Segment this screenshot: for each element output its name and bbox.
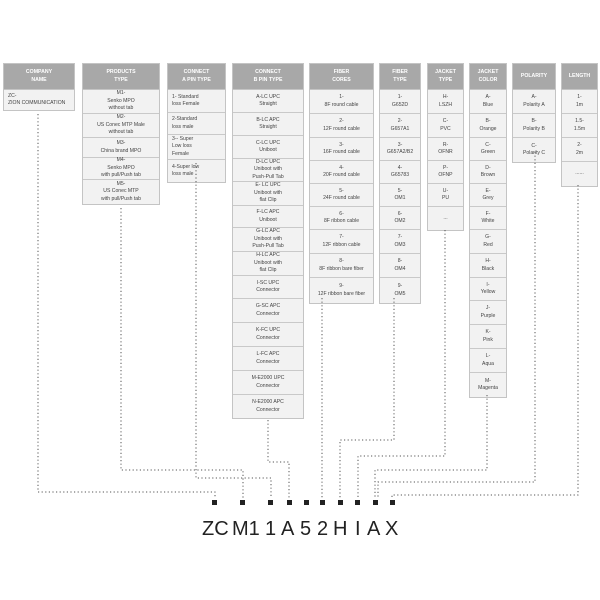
list-item: 1- G652D (380, 90, 420, 114)
code-part-connect-a: 1 (265, 518, 277, 540)
list-item: P- OFNP (428, 161, 463, 184)
marker-square (320, 500, 325, 505)
list-item: 6- OM2 (380, 207, 420, 230)
list-item: D- Brown (470, 161, 506, 184)
connector-connect-b (268, 420, 289, 498)
list-item: M- Magenta (478, 377, 498, 391)
code-part-jacket-color: I (355, 518, 361, 540)
list-item: E- Grey (470, 184, 506, 207)
list-item: A- Polarity A (513, 90, 555, 114)
list-item: M5- US Conec MTP with pull/Push tab (101, 180, 141, 202)
list-item: E- LC UPC Uniboot with flat Clip (233, 182, 303, 206)
list-item: 1.5- 1.5m (562, 114, 597, 138)
list-item: C- Polarity C (522, 142, 546, 156)
connector-jacket-type (358, 230, 445, 498)
list-item: 2-Standard loss male (168, 113, 225, 135)
marker-square (338, 500, 343, 505)
column-header: FIBER TYPE (380, 64, 420, 90)
list-item: N-E2000 APC Connector (252, 399, 284, 413)
list-item: I- Yellow (470, 278, 506, 301)
list-item: F- White (470, 207, 506, 230)
list-item: 1- Standard loss Female (168, 90, 225, 113)
list-item: 8- OM4 (380, 254, 420, 278)
connector-jacket-color (375, 395, 487, 498)
list-item: ZC- ZION COMMUNICATION (8, 92, 66, 106)
connector-company (38, 114, 215, 498)
list-item: 7- 12F ribbon cable (310, 230, 373, 254)
marker-square (212, 500, 217, 505)
list-item: ... (443, 214, 448, 221)
column-header: LENGTH (562, 64, 597, 90)
column-header: FIBER CORES (310, 64, 373, 90)
connector-polarity (378, 152, 535, 498)
list-item: B-LC APC Straight (233, 113, 303, 136)
marker-square (373, 500, 378, 505)
list-item: L- Aqua (470, 349, 506, 373)
list-item: ...... (575, 170, 584, 177)
list-item: B- Polarity B (513, 114, 555, 138)
code-part-length: X (385, 518, 399, 540)
marker-square (240, 500, 245, 505)
list-item: 6- 8F ribbon cable (310, 207, 373, 230)
connector-products (121, 208, 243, 498)
list-item: M1- Senko MPO without tab (83, 90, 159, 114)
connector-connect-a (196, 163, 271, 498)
list-item: H- Black (470, 254, 506, 278)
code-part-products: M1 (232, 518, 260, 540)
column-header: POLARITY (513, 64, 555, 90)
list-item: G-SC APC Connector (233, 299, 303, 323)
list-item: 7- OM3 (380, 230, 420, 254)
list-item: K- Pink (470, 325, 506, 349)
list-item: M2- US Conec MTP Male without tab (83, 114, 159, 138)
marker-square (304, 500, 309, 505)
list-item: 9- 12F ribbon bare fiber (317, 283, 366, 297)
list-item: H- LSZH (428, 90, 463, 114)
list-item: 2- 2m (562, 138, 597, 162)
list-item: L-FC APC Connector (233, 347, 303, 371)
list-item: 5- 24F round cable (310, 184, 373, 207)
list-item: 4- G65783 (380, 161, 420, 184)
list-item: 3-- Super Low loss Female (168, 135, 225, 160)
code-part-connect-b: A (281, 518, 295, 540)
list-item: 2- G657A1 (380, 114, 420, 138)
list-item: M4- Senko MPO with pull/Push tab (83, 158, 159, 180)
column-header: JACKET TYPE (428, 64, 463, 90)
list-item: 3- 16F round cable (310, 138, 373, 161)
list-item: 1- 1m (562, 90, 597, 114)
list-item: 1- 8F round cable (310, 90, 373, 114)
list-item: 2- 12F round cable (310, 114, 373, 138)
column-header: PRODUCTS TYPE (83, 64, 159, 90)
list-item: 8- 8F ribbon bare fiber (310, 254, 373, 278)
list-item: M-E2000 UPC Connector (233, 371, 303, 395)
marker-square (287, 500, 292, 505)
code-part-fiber-type: 2 (317, 518, 329, 540)
list-item: F-LC APC Uniboot (233, 206, 303, 228)
list-item: 4- 20F round cable (310, 161, 373, 184)
list-item: G- Red (470, 230, 506, 254)
list-item: C-LC UPC Uniboot (233, 136, 303, 159)
list-item: D-LC UPC Uniboot with Push-Pull Tab (233, 159, 303, 182)
list-item: K-FC UPC Connector (233, 323, 303, 347)
list-item: U- PU (428, 184, 463, 207)
list-item: 9- OM5 (394, 283, 406, 297)
list-item: 3- G657A2/B2 (380, 138, 420, 161)
list-item: C- Green (470, 138, 506, 161)
column-header: JACKET COLOR (470, 64, 506, 90)
code-part-polarity: A (367, 518, 381, 540)
column-header: CONNECT A PIN TYPE (168, 64, 225, 90)
list-item: G-LC APC Uniboot with Push-Pull Tab (233, 228, 303, 252)
code-part-jacket-type: H (333, 518, 348, 540)
list-item: 4-Super low loss male (172, 163, 200, 177)
list-item: A-LC UPC Straight (233, 90, 303, 113)
list-item: J- Purple (470, 301, 506, 325)
connector-length (392, 185, 578, 498)
list-item: C- PVC (428, 114, 463, 138)
marker-square (390, 500, 395, 505)
list-item: I-SC UPC Connector (233, 276, 303, 299)
list-item: 5- OM1 (380, 184, 420, 207)
list-item: A- Blue (470, 90, 506, 114)
marker-square (355, 500, 360, 505)
list-item: H-LC APC Uniboot with flat Clip (233, 252, 303, 276)
list-item: R- OFNR (428, 138, 463, 161)
column-header: CONNECT B PIN TYPE (233, 64, 303, 90)
marker-square (268, 500, 273, 505)
code-part-company: ZC (202, 518, 229, 540)
list-item: M3- China brand MPO (83, 138, 159, 158)
code-part-fiber-cores: 5 (300, 518, 312, 540)
column-header: COMPANY NAME (4, 64, 74, 90)
connector-fiber-type (340, 298, 394, 498)
list-item: B- Orange (470, 114, 506, 138)
